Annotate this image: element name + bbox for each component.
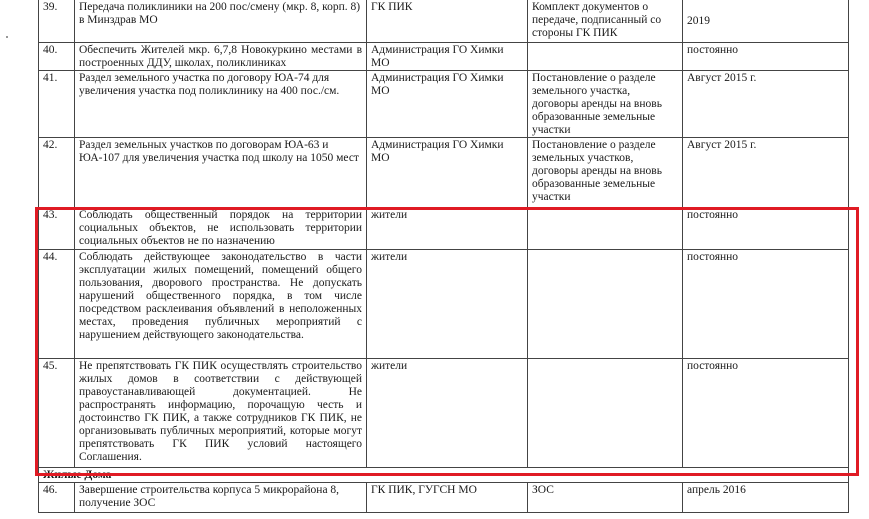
task-text: Обеспечить Жителей мкр. 6,7,8 Новокуркино местами в построенных ДДУ, школах, поликлиниках: [79, 44, 362, 69]
result-cell: Комплект документов о передаче, подписанный со стороны ГК ПИК: [528, 0, 683, 43]
deadline-text: 2019: [687, 15, 710, 27]
row-number: 43.: [39, 208, 75, 250]
responsible-cell: ГК ПИК: [367, 0, 528, 43]
deadline-cell: Август 2015 г.: [683, 138, 849, 208]
deadline-cell: Август 2015 г.: [683, 71, 849, 138]
scan-speck: [6, 36, 8, 38]
result-cell: [528, 208, 683, 250]
deadline-cell: постоянно: [683, 208, 849, 250]
row-number: 40.: [39, 43, 75, 71]
table-row: [39, 208, 849, 250]
table-row: [39, 0, 849, 43]
table-row: [39, 359, 849, 468]
table-row: [39, 43, 849, 71]
responsible-cell: Администрация ГО Химки МО: [367, 43, 528, 71]
deadline-cell: постоянно: [683, 43, 849, 71]
responsible-cell: Администрация ГО Химки МО: [367, 138, 528, 208]
table-row: [39, 250, 849, 359]
result-text: Постановление о разделе земельных участков, договоры аренды на вновь образованные земельные участки: [532, 139, 662, 203]
responsible-cell: жители: [367, 359, 528, 468]
row-number: 39.: [39, 0, 75, 43]
row-number: 46.: [39, 483, 75, 513]
task-cell: [75, 43, 367, 71]
task-cell: Передача поликлиники на 200 пос/смену (мкр. 8, корп. 8) в Минздрав МО: [75, 0, 367, 43]
row-number: 44.: [39, 250, 75, 359]
task-cell: Соблюдать действующее законодательство в части эксплуатации жилых помещений, помещений общего пользования, дворового пространства. Не допускать нарушений общественного порядка, в том числе посредством расклеивания объявлений в неположенных местах, проведения публичных мероприятий с нарушением действующего законодательства.: [75, 250, 367, 359]
row-number: 42.: [39, 138, 75, 208]
section-header-row: [39, 468, 849, 483]
deadline-cell: [683, 0, 849, 43]
task-cell: Не препятствовать ГК ПИК осуществлять строительство жилых домов в соответствии с действующей правоустанавливающей документацией. Не распространять информацию, порочащую честь и достоинство ГК ПИК, а также сотрудников ГК ПИК, не организовывать публичных мероприятий, которые могут препятствовать ГК ПИК условий настоящего Соглашения.: [75, 359, 367, 468]
result-cell: ЗОС: [528, 483, 683, 513]
result-cell: [528, 250, 683, 359]
table-row: [39, 483, 849, 513]
table-row: [39, 71, 849, 138]
section-title: Жилые Дома: [39, 468, 849, 483]
agreement-table: [38, 0, 849, 513]
task-cell: Раздел земельных участков по договорам ЮА-63 и ЮА-107 для увеличения участка под школу на 1050 мест: [75, 138, 367, 208]
result-cell: [528, 138, 683, 208]
task-cell: Соблюдать общественный порядок на территории социальных объектов, не использовать территории социальных объектов не по назначению: [75, 208, 367, 250]
table-row: [39, 138, 849, 208]
task-cell: Раздел земельного участка по договору ЮА-74 для увеличения участка под поликлинику на 400 пос./см.: [75, 71, 367, 138]
task-cell: Завершение строительства корпуса 5 микрорайона 8, получение ЗОС: [75, 483, 367, 513]
deadline-cell: апрель 2016: [683, 483, 849, 513]
responsible-cell: Администрация ГО Химки МО: [367, 71, 528, 138]
responsible-cell: ГК ПИК, ГУГСН МО: [367, 483, 528, 513]
deadline-cell: постоянно: [683, 250, 849, 359]
deadline-cell: постоянно: [683, 359, 849, 468]
result-cell: [528, 359, 683, 468]
responsible-cell: жители: [367, 208, 528, 250]
responsible-cell: жители: [367, 250, 528, 359]
row-number: 45.: [39, 359, 75, 468]
row-number: 41.: [39, 71, 75, 138]
result-cell: Постановление о разделе земельного участка, договоры аренды на вновь образованные земельные участки: [528, 71, 683, 138]
result-cell: [528, 43, 683, 71]
